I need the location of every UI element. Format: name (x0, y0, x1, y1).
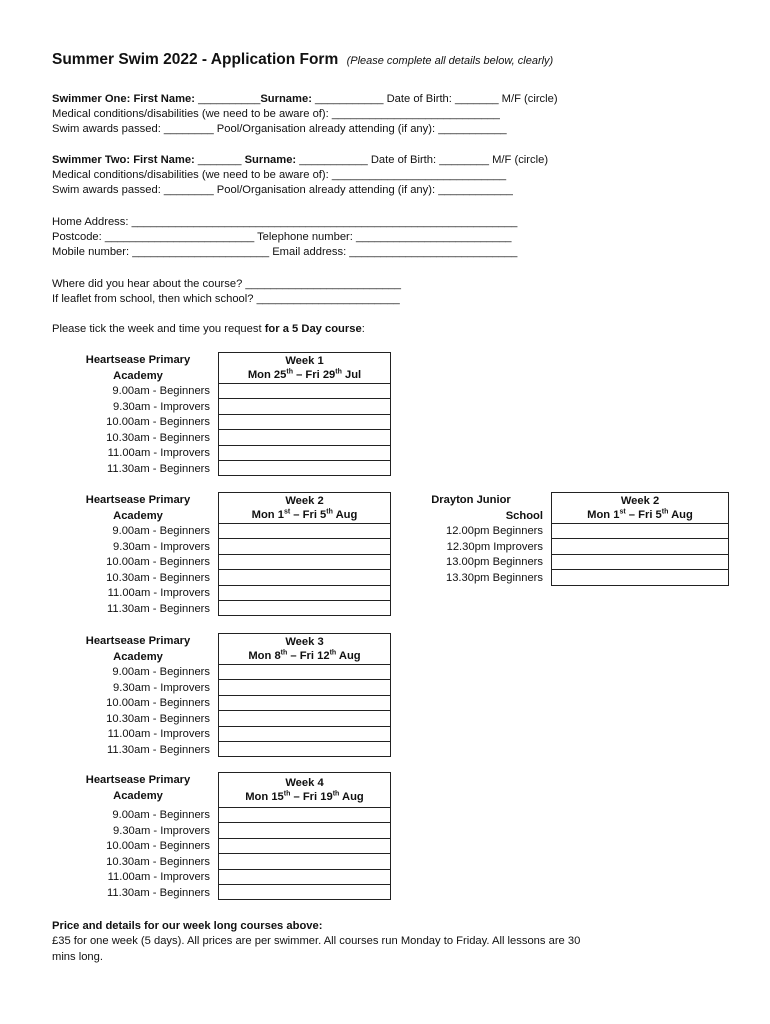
week-dates-month: Aug (336, 650, 361, 662)
week-dates-month: Jul (341, 369, 362, 381)
tick-box[interactable] (219, 695, 391, 710)
venue-name-line2: School (505, 509, 543, 522)
swimmer-one-awards-line[interactable]: Swim awards passed: ________ Pool/Organisation already attending (if any): ___________ (52, 123, 507, 135)
slot-label: 12.00pm Beginners (445, 525, 543, 537)
tick-box[interactable] (219, 711, 391, 726)
slot-label: 9.30am - Improvers (113, 681, 210, 694)
slot-label: 10.30am - Beginners (106, 855, 210, 868)
slot-label: 12.30pm Improvers (446, 540, 543, 553)
slot-label: 9.00am - Beginners (112, 666, 210, 678)
tick-prompt-colon: : (361, 323, 365, 335)
tick-box[interactable] (219, 726, 391, 741)
slot-label: 13.30pm Beginners (445, 571, 543, 584)
tick-box[interactable] (219, 854, 391, 869)
swimmer-one-first-name-blank[interactable]: __________ (195, 93, 261, 105)
price-line-2: mins long. (52, 951, 103, 963)
week-dates-sup: th (326, 508, 333, 516)
week-dates-end: – Fri 12 (287, 650, 330, 662)
slot-label: 11.30am - Beginners (106, 743, 210, 756)
week-dates-month: Aug (339, 791, 364, 803)
tick-box[interactable] (219, 869, 391, 884)
slot-label: 9.30am - Improvers (113, 540, 210, 553)
home-address-line[interactable]: Home Address: ______________________________________________________________ (52, 216, 518, 228)
slot-label: 11.30am - Beginners (106, 462, 210, 475)
venue-heartsease-week4 (50, 773, 210, 901)
venue-name-line2: Academy (113, 789, 163, 802)
leaflet-school-line[interactable]: If leaflet from school, then which school? _______________________ (52, 293, 400, 305)
slot-label: 10.00am - Beginners (106, 697, 210, 709)
venue-name-line1: Heartsease Primary (85, 635, 191, 647)
week-dates-sup: st (283, 508, 291, 516)
week1-table (218, 352, 391, 476)
week-dates-start: Mon 15 (245, 791, 284, 803)
slot-label: 11.00am - Improvers (107, 871, 210, 883)
week-dates-month: Aug (332, 509, 358, 521)
week-dates-sup: th (661, 508, 669, 516)
week2-drayton-header (552, 493, 729, 524)
tick-box[interactable] (552, 554, 729, 569)
tick-box[interactable] (219, 414, 391, 429)
swimmer-one-first-name-label: Swimmer One: First Name: (52, 93, 195, 105)
slot-label: 10.30am - Beginners (106, 431, 210, 444)
tick-box[interactable] (219, 600, 391, 615)
swimmer-two-first-name-label: Swimmer Two: First Name: (52, 154, 195, 166)
tick-box[interactable] (219, 823, 391, 838)
week-dates-end: – Fri 29 (292, 369, 336, 381)
tick-box[interactable] (219, 430, 391, 445)
week2-header (219, 493, 391, 524)
mobile-email-line[interactable]: Mobile number: ______________________ Email address: ___________________________ (52, 246, 518, 258)
week1-header (219, 353, 391, 384)
tick-box[interactable] (219, 838, 391, 853)
form-title-text: Summer Swim 2022 - Application Form (52, 51, 339, 68)
venue-name-line2: Academy (113, 650, 163, 663)
slot-label: 10.30am - Beginners (106, 712, 210, 725)
tick-box[interactable] (219, 665, 391, 680)
week-dates-sup: th (280, 649, 288, 657)
slot-label: 10.00am - Beginners (106, 556, 210, 568)
tick-box[interactable] (219, 884, 391, 899)
tick-box[interactable] (219, 445, 391, 460)
slot-label: 10.00am - Beginners (106, 416, 210, 428)
slot-label: 11.30am - Beginners (106, 886, 210, 899)
tick-box[interactable] (219, 680, 391, 695)
week-dates-sup: th (335, 368, 342, 376)
price-heading: Price and details for our week long courses above: (52, 920, 323, 932)
venue-name-line1: Heartsease Primary (85, 774, 191, 786)
slot-label: 13.00pm Beginners (445, 556, 543, 568)
week-dates-sup: th (286, 368, 293, 376)
week-label: Week 3 (285, 636, 324, 648)
form-title (52, 51, 553, 69)
tick-box[interactable] (219, 808, 391, 823)
week-dates-start: Mon 1 (251, 509, 284, 521)
venue-name-line1: Drayton Junior (431, 494, 511, 506)
week-dates-sup: th (329, 649, 337, 657)
tick-prompt (52, 322, 365, 336)
slot-label: 9.30am - Improvers (113, 400, 210, 413)
swimmer-two-surname-label: Surname: (244, 154, 297, 166)
tick-prompt-bold: for a 5 Day course (264, 323, 362, 335)
swimmer-two-medical-line[interactable]: Medical conditions/disabilities (we need to be aware of): ____________________________ (52, 169, 507, 181)
tick-box[interactable] (552, 570, 729, 585)
tick-box[interactable] (219, 554, 391, 569)
tick-box[interactable] (219, 384, 391, 399)
venue-heartsease-week3 (50, 634, 210, 758)
week-label: Week 4 (285, 777, 324, 789)
slot-label: 9.00am - Beginners (112, 525, 210, 537)
week-label: Week 1 (285, 355, 324, 367)
venue-drayton-week2 (383, 493, 543, 586)
tick-box[interactable] (219, 399, 391, 414)
week-dates-start: Mon 8 (248, 650, 281, 662)
week-dates-sup: st (619, 508, 626, 516)
form-title-note: (Please complete all details below, clearly) (346, 55, 554, 67)
slot-label: 9.00am - Beginners (112, 809, 210, 821)
week-dates-month: Aug (668, 509, 693, 521)
week4-table (218, 772, 391, 900)
postcode-phone-line[interactable]: Postcode: ________________________ Telephone number: _________________________ (52, 231, 512, 243)
week-label: Week 2 (285, 495, 324, 507)
swimmer-two-awards-line[interactable]: Swim awards passed: ________ Pool/Organisation already attending (if any): ____________ (52, 184, 513, 196)
week-dates-end: – Fri 5 (290, 509, 327, 521)
slot-label: 11.00am - Improvers (107, 587, 210, 599)
swimmer-one-surname-label: Surname: (260, 93, 312, 105)
venue-heartsease-week1 (50, 353, 210, 477)
tick-box[interactable] (219, 460, 391, 475)
week-dates-start: Mon 25 (247, 369, 287, 381)
tick-box[interactable] (219, 524, 391, 539)
venue-name-line2: Academy (113, 369, 163, 382)
slot-label: 9.30am - Improvers (113, 824, 210, 837)
slot-label: 9.00am - Beginners (112, 385, 210, 397)
week4-header (219, 773, 391, 808)
venue-heartsease-week2 (50, 493, 210, 617)
swimmer-one-medical-line[interactable]: Medical conditions/disabilities (we need to be aware of): ___________________________ (52, 108, 500, 120)
tick-box[interactable] (552, 524, 729, 539)
tick-box[interactable] (219, 741, 391, 756)
tick-box[interactable] (219, 585, 391, 600)
venue-name-line1: Heartsease Primary (85, 354, 191, 366)
slot-label: 10.30am - Beginners (106, 571, 210, 584)
tick-prompt-text: Please tick the week and time you request (52, 323, 265, 335)
tick-box[interactable] (552, 539, 729, 554)
swimmer-two-dob-blank[interactable]: ___________ Date of Birth: ________ M/F (circle) (296, 154, 549, 166)
slot-label: 11.30am - Beginners (106, 602, 210, 615)
slot-label: 11.00am - Improvers (107, 447, 210, 459)
swimmer-one-dob-blank[interactable]: ___________ Date of Birth: _______ M/F (circle) (311, 93, 558, 105)
swimmer-two-first-name-blank[interactable]: _______ (194, 154, 245, 166)
week-label: Week 2 (620, 495, 660, 507)
slot-label: 11.00am - Improvers (107, 728, 210, 740)
week-dates-sup: th (283, 790, 291, 798)
swimmer-two-name-line[interactable] (52, 153, 548, 167)
week3-table (218, 633, 391, 757)
venue-name-line2: Academy (113, 509, 163, 522)
hear-about-line[interactable]: Where did you hear about the course? _________________________ (52, 278, 401, 290)
venue-name-line1: Heartsease Primary (85, 494, 191, 506)
week-dates-end: – Fri 5 (625, 509, 662, 521)
tick-box[interactable] (219, 570, 391, 585)
week-dates-sup: th (332, 790, 340, 798)
price-line-1: £35 for one week (5 days). All prices are per swimmer. All courses run Monday to Friday. All lessons are 30 (52, 935, 581, 947)
tick-box[interactable] (219, 539, 391, 554)
week-dates-start: Mon 1 (587, 509, 620, 521)
week3-header (219, 634, 391, 665)
week2-heartsease-table (218, 492, 391, 616)
week2-drayton-table (551, 492, 729, 586)
swimmer-one-name-line[interactable] (52, 92, 558, 106)
slot-label: 10.00am - Beginners (106, 840, 210, 852)
week-dates-end: – Fri 19 (290, 791, 333, 803)
